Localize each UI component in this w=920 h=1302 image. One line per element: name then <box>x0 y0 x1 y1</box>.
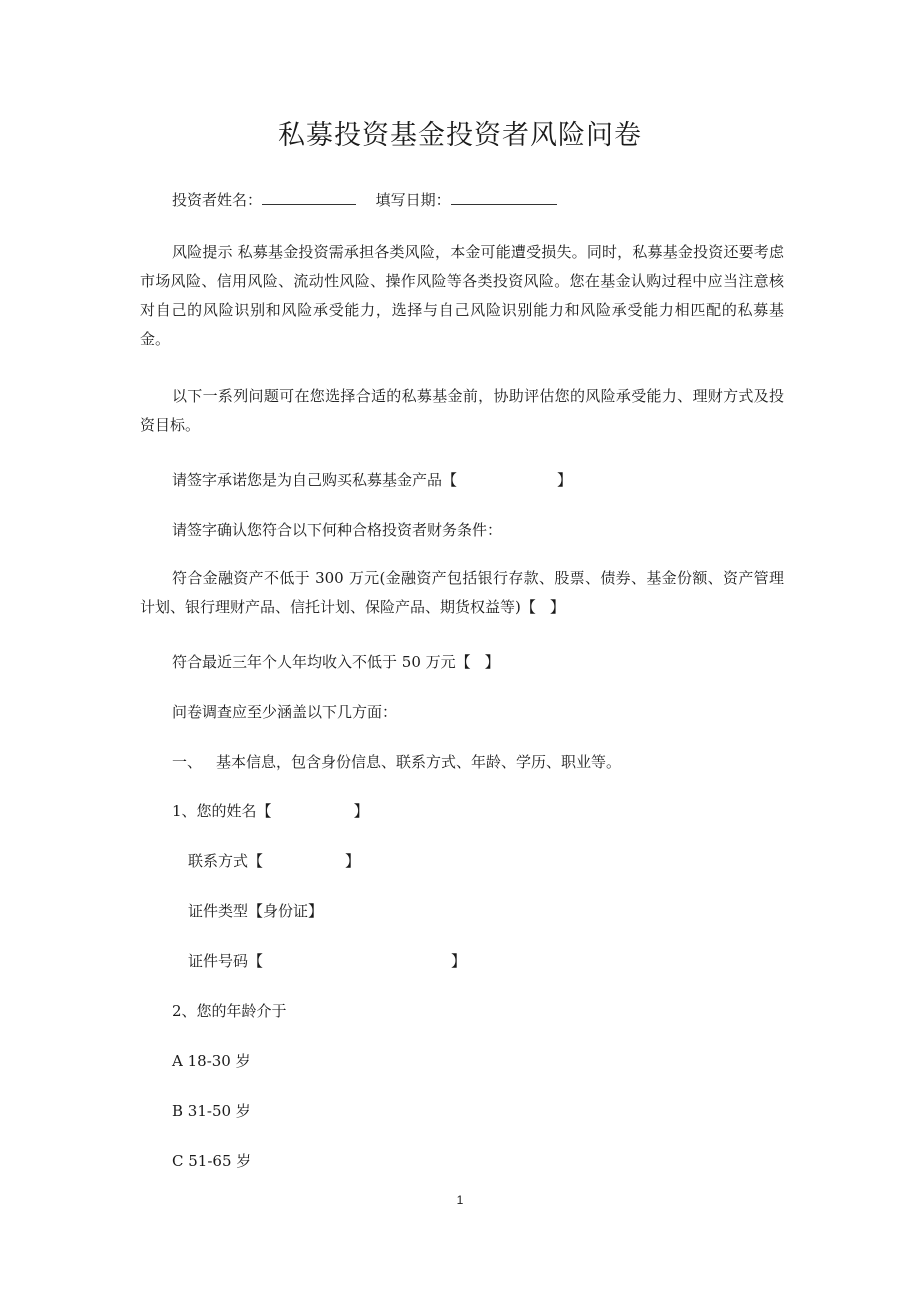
condition-income <box>172 652 500 672</box>
survey-scope-text: 问卷调查应至少涵盖以下几方面： <box>172 703 398 721</box>
bracket-close: 】 <box>308 902 324 920</box>
bracket-close: 】 <box>451 952 467 970</box>
question-name <box>172 801 369 821</box>
bracket-open: 【 <box>455 653 471 671</box>
bracket-open: 【 <box>256 802 272 820</box>
question-id-number <box>188 951 466 971</box>
question-name-label: 1、您的姓名 <box>172 802 257 820</box>
self-purchase-commitment <box>172 470 572 490</box>
age-option-a[interactable]: A 18-30 岁 <box>172 1052 251 1070</box>
bracket-close: 】 <box>345 852 361 870</box>
bracket-close: 】 <box>353 802 369 820</box>
age-option-b[interactable]: B 31-50 岁 <box>172 1102 251 1120</box>
condition-income-text: 符合最近三年个人年均收入不低于 50 万元 <box>172 653 456 671</box>
investor-name-field[interactable] <box>262 190 356 205</box>
bracket-open: 【 <box>442 471 458 489</box>
bracket-open: 【 <box>248 902 264 920</box>
id-number-label: 证件号码 <box>188 952 249 970</box>
intro-paragraph: 以下一系列问题可在您选择合适的私募基金前，协助评估您的风险承受能力、理财方式及投资目标。 <box>140 387 784 434</box>
fill-date-label: 填写日期： <box>375 191 451 209</box>
id-type-label: 证件类型 <box>188 902 249 920</box>
question-age-label: 2、您的年龄介于 <box>172 1002 287 1020</box>
bracket-close: 】 <box>484 653 500 671</box>
page-number: 1 <box>456 1193 464 1207</box>
self-purchase-text: 请签字承诺您是为自己购买私募基金产品 <box>172 471 443 489</box>
investor-name-label: 投资者姓名： <box>172 191 263 209</box>
condition-assets-paragraph <box>140 564 784 622</box>
question-id-type <box>188 901 323 921</box>
age-option-c[interactable]: C 51-65 岁 <box>172 1152 252 1170</box>
section-one-text: 基本信息，包含身份信息、联系方式、年龄、学历、职业等。 <box>216 753 622 771</box>
id-type-value: 身份证 <box>263 902 309 920</box>
risk-notice-paragraph: 风险提示 私募基金投资需承担各类风险，本金可能遭受损失。同时，私募基金投资还要考虑市场风险、信用风险、流动性风险、操作风险等各类投资风险。您在基金认购过程中应当注意核对自己的风险识别和风险承受能力，选择与自己风险识别能力和风险承受能力相匹配的私募基金。 <box>140 243 784 348</box>
section-one-number: 一、 <box>172 753 203 771</box>
document-title: 私募投资基金投资者风险问卷 <box>278 120 642 151</box>
bracket-close: 】 <box>557 471 573 489</box>
bracket-open: 【 <box>248 952 264 970</box>
question-contact <box>188 851 360 871</box>
condition-assets-text: 符合金融资产不低于 300 万元(金融资产包括银行存款、股票、债券、基金份额、资产管理计划、银行理财产品、信托计划、保险产品、期货权益等) <box>140 569 784 616</box>
header-fields <box>172 190 557 210</box>
bracket-open: 【 <box>520 598 536 616</box>
contact-label: 联系方式 <box>188 852 249 870</box>
bracket-open: 【 <box>248 852 264 870</box>
section-one-heading <box>172 752 621 772</box>
bracket-close: 】 <box>549 598 565 616</box>
confirm-conditions-text: 请签字确认您符合以下何种合格投资者财务条件： <box>172 521 503 539</box>
fill-date-field[interactable] <box>451 190 557 205</box>
